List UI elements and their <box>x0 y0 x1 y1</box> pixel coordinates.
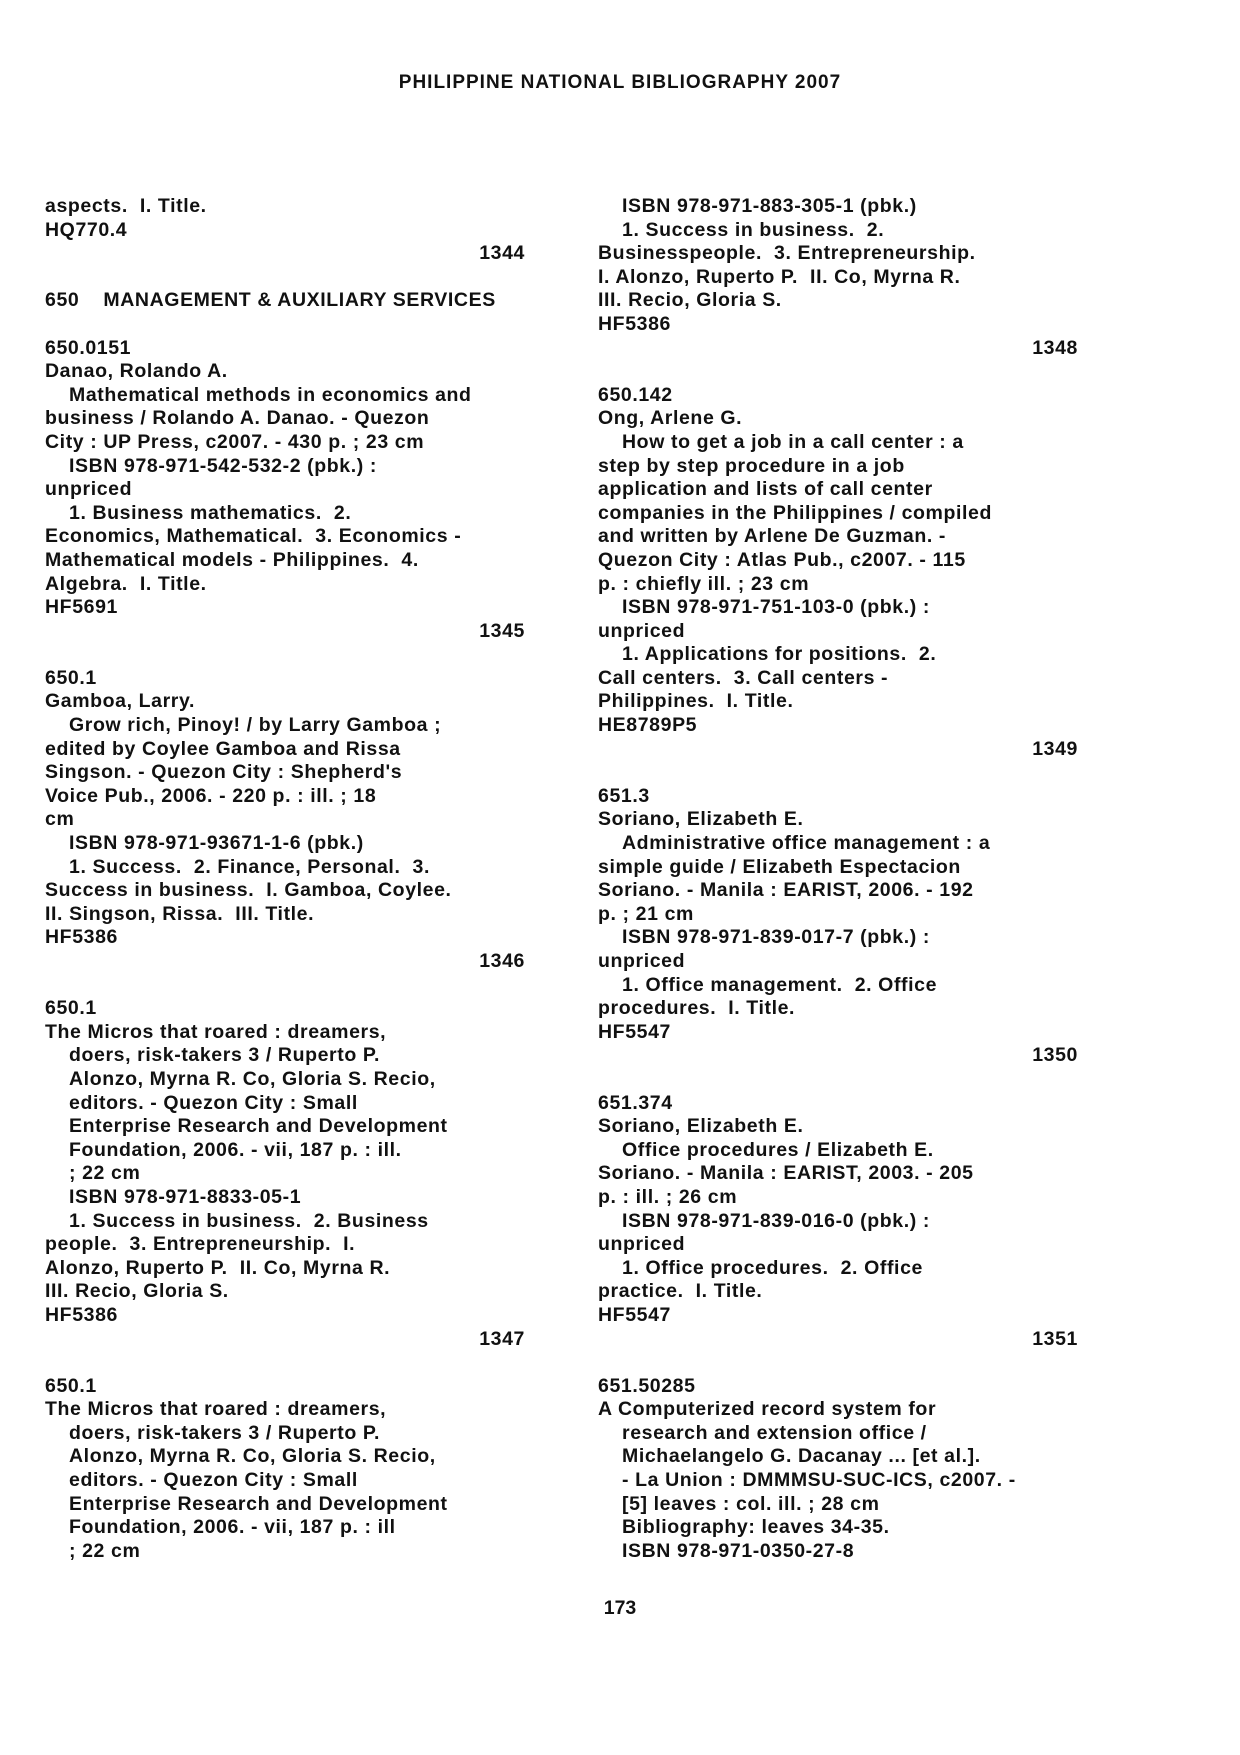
text-line: research and extension office / <box>622 1421 927 1444</box>
text-line: aspects. I. Title. <box>45 195 207 217</box>
text-line: Office procedures / Elizabeth E. <box>622 1138 934 1161</box>
author: Soriano, Elizabeth E. <box>598 808 804 831</box>
text-line: and written by Arlene De Guzman. - <box>598 525 946 548</box>
page-number: 173 <box>603 1597 637 1619</box>
call-number: HF5386 <box>45 1303 118 1326</box>
text-line: step by step procedure in a job <box>598 454 905 477</box>
isbn: ISBN 978-971-93671-1-6 (pbk.) <box>69 832 364 855</box>
spacer <box>598 360 1098 384</box>
text-line: editors. - Quezon City : Small <box>69 1469 358 1492</box>
call-number: HQ770.4 <box>45 218 128 241</box>
call-number: HF5386 <box>598 312 671 335</box>
text-line: business / Rolando A. Danao. - Quezon <box>45 407 430 430</box>
text-line: ; 22 cm <box>69 1539 141 1562</box>
text-line: Alonzo, Myrna R. Co, Gloria S. Recio, <box>69 1067 436 1090</box>
isbn: ISBN 978-971-542-532-2 (pbk.) : <box>69 454 377 477</box>
title: The Micros that roared : dreamers, <box>45 1020 387 1043</box>
text-line: Alonzo, Ruperto P. II. Co, Myrna R. <box>45 1256 391 1279</box>
text-line: Soriano. - Manila : EARIST, 2006. - 192 <box>598 879 974 902</box>
call-number: HF5547 <box>598 1020 671 1043</box>
spacer <box>598 1068 1098 1092</box>
subjects: 1. Office management. 2. Office <box>622 973 938 996</box>
isbn: ISBN 978-971-751-103-0 (pbk.) : <box>622 596 930 619</box>
subjects: 1. Applications for positions. 2. <box>622 643 937 666</box>
text-line: Businesspeople. 3. Entrepreneurship. <box>598 242 976 265</box>
spacer <box>45 974 545 998</box>
entry-number: 1351 <box>1032 1327 1078 1350</box>
call-number: HF5386 <box>45 926 118 949</box>
entry-number: 1349 <box>1032 737 1078 760</box>
spacer <box>45 266 545 290</box>
text-line: simple guide / Elizabeth Espectacion <box>598 855 961 878</box>
spacer <box>598 1351 1098 1375</box>
spacer <box>45 643 545 667</box>
text-line: I. Alonzo, Ruperto P. II. Co, Myrna R. <box>598 265 961 288</box>
author: Gamboa, Larry. <box>45 690 196 713</box>
text-line: Soriano. - Manila : EARIST, 2003. - 205 <box>598 1162 974 1185</box>
text-line: cm <box>45 808 75 831</box>
text-line: Alonzo, Myrna R. Co, Gloria S. Recio, <box>69 1445 436 1468</box>
subjects: 1. Success in business. 2. <box>622 218 885 241</box>
class-number: 651.50285 <box>598 1374 696 1397</box>
title: A Computerized record system for <box>598 1398 937 1421</box>
subjects: 1. Office procedures. 2. Office <box>622 1256 923 1279</box>
entry-number: 1344 <box>479 242 525 265</box>
text-line: City : UP Press, c2007. - 430 p. ; 23 cm <box>45 430 425 453</box>
text-line: unpriced <box>598 950 686 972</box>
spacer <box>45 313 545 337</box>
text-line: Administrative office management : a <box>622 832 991 855</box>
isbn: ISBN 978-971-839-016-0 (pbk.) : <box>622 1209 930 1232</box>
text-line: doers, risk-takers 3 / Ruperto P. <box>69 1044 380 1067</box>
author: Danao, Rolando A. <box>45 360 228 383</box>
text-line: editors. - Quezon City : Small <box>69 1091 358 1114</box>
text-line: Quezon City : Atlas Pub., c2007. - 115 <box>598 548 966 571</box>
page-header: PHILIPPINE NATIONAL BIBLIOGRAPHY 2007 <box>398 72 842 93</box>
text-line: III. Recio, Gloria S. <box>598 289 782 312</box>
text-line: ; 22 cm <box>69 1162 141 1185</box>
text-line: application and lists of call center <box>598 478 933 501</box>
right-column <box>598 195 1098 1563</box>
author: Ong, Arlene G. <box>598 407 743 430</box>
title: The Micros that roared : dreamers, <box>45 1398 387 1421</box>
text-line: Algebra. I. Title. <box>45 572 207 595</box>
entry-number: 1347 <box>479 1327 525 1350</box>
text-line: practice. I. Title. <box>598 1280 763 1303</box>
class-number: 650.1 <box>45 997 97 1020</box>
text-line: - La Union : DMMMSU-SUC-ICS, c2007. - <box>622 1469 1016 1492</box>
note: Bibliography: leaves 34-35. <box>622 1516 890 1539</box>
subjects: 1. Success. 2. Finance, Personal. 3. <box>69 855 430 878</box>
section-heading: 650 MANAGEMENT & AUXILIARY SERVICES <box>45 289 496 312</box>
subjects: 1. Business mathematics. 2. <box>69 501 352 524</box>
entry-number: 1345 <box>479 619 525 642</box>
text-line: edited by Coylee Gamboa and Rissa <box>45 737 401 760</box>
text-line: unpriced <box>598 619 686 642</box>
entry-number: 1350 <box>1032 1044 1078 1067</box>
text-line: Foundation, 2006. - vii, 187 p. : ill. <box>69 1138 402 1161</box>
text-line: Singson. - Quezon City : Shepherd's <box>45 761 403 784</box>
text-line: II. Singson, Rissa. III. Title. <box>45 902 315 925</box>
text-line: Call centers. 3. Call centers - <box>598 666 889 689</box>
text-line: Michaelangelo G. Dacanay ... [et al.]. <box>622 1445 981 1468</box>
text-line: doers, risk-takers 3 / Ruperto P. <box>69 1421 380 1444</box>
text-line: Enterprise Research and Development <box>69 1492 448 1515</box>
text-line: unpriced <box>598 1233 686 1256</box>
spacer <box>45 1351 545 1375</box>
text-line: [5] leaves : col. ill. ; 28 cm <box>622 1492 880 1515</box>
entry-number: 1348 <box>1032 336 1078 359</box>
text-line: people. 3. Entrepreneurship. I. <box>45 1233 356 1256</box>
text-line: companies in the Philippines / compiled <box>598 501 992 524</box>
text-line: Mathematical methods in economics and <box>69 383 472 406</box>
class-number: 650.142 <box>598 383 673 406</box>
text-line: Mathematical models - Philippines. 4. <box>45 548 419 571</box>
class-number: 651.374 <box>598 1091 673 1114</box>
isbn: ISBN 978-971-0350-27-8 <box>622 1539 855 1562</box>
text-line: Grow rich, Pinoy! / by Larry Gamboa ; <box>69 714 442 737</box>
text-line: p. : ill. ; 26 cm <box>598 1185 738 1208</box>
entry-number: 1346 <box>479 950 525 972</box>
text-line: Economics, Mathematical. 3. Economics - <box>45 525 462 548</box>
class-number: 651.3 <box>598 784 650 807</box>
isbn: ISBN 978-971-883-305-1 (pbk.) <box>622 195 917 217</box>
text-line: Philippines. I. Title. <box>598 690 794 713</box>
spacer <box>598 761 1098 785</box>
class-number: 650.0151 <box>45 336 132 359</box>
left-column <box>45 195 545 1563</box>
text-line: Enterprise Research and Development <box>69 1115 448 1138</box>
text-line: Voice Pub., 2006. - 220 p. : ill. ; 18 <box>45 784 377 807</box>
call-number: HF5547 <box>598 1303 671 1326</box>
text-line: III. Recio, Gloria S. <box>45 1280 229 1303</box>
class-number: 650.1 <box>45 666 97 689</box>
text-line: procedures. I. Title. <box>598 997 796 1020</box>
isbn: ISBN 978-971-839-017-7 (pbk.) : <box>622 926 930 949</box>
subjects: 1. Success in business. 2. Business <box>69 1209 429 1232</box>
text-line: How to get a job in a call center : a <box>622 430 964 453</box>
class-number: 650.1 <box>45 1374 97 1397</box>
text-line: Success in business. I. Gamboa, Coylee. <box>45 879 452 902</box>
call-number: HF5691 <box>45 596 118 619</box>
author: Soriano, Elizabeth E. <box>598 1115 804 1138</box>
isbn: ISBN 978-971-8833-05-1 <box>69 1185 302 1208</box>
call-number: HE8789P5 <box>598 714 698 737</box>
text-line: p. ; 21 cm <box>598 902 694 925</box>
text-line: p. : chiefly ill. ; 23 cm <box>598 572 810 595</box>
text-line: unpriced <box>45 478 133 501</box>
text-line: Foundation, 2006. - vii, 187 p. : ill <box>69 1516 396 1539</box>
